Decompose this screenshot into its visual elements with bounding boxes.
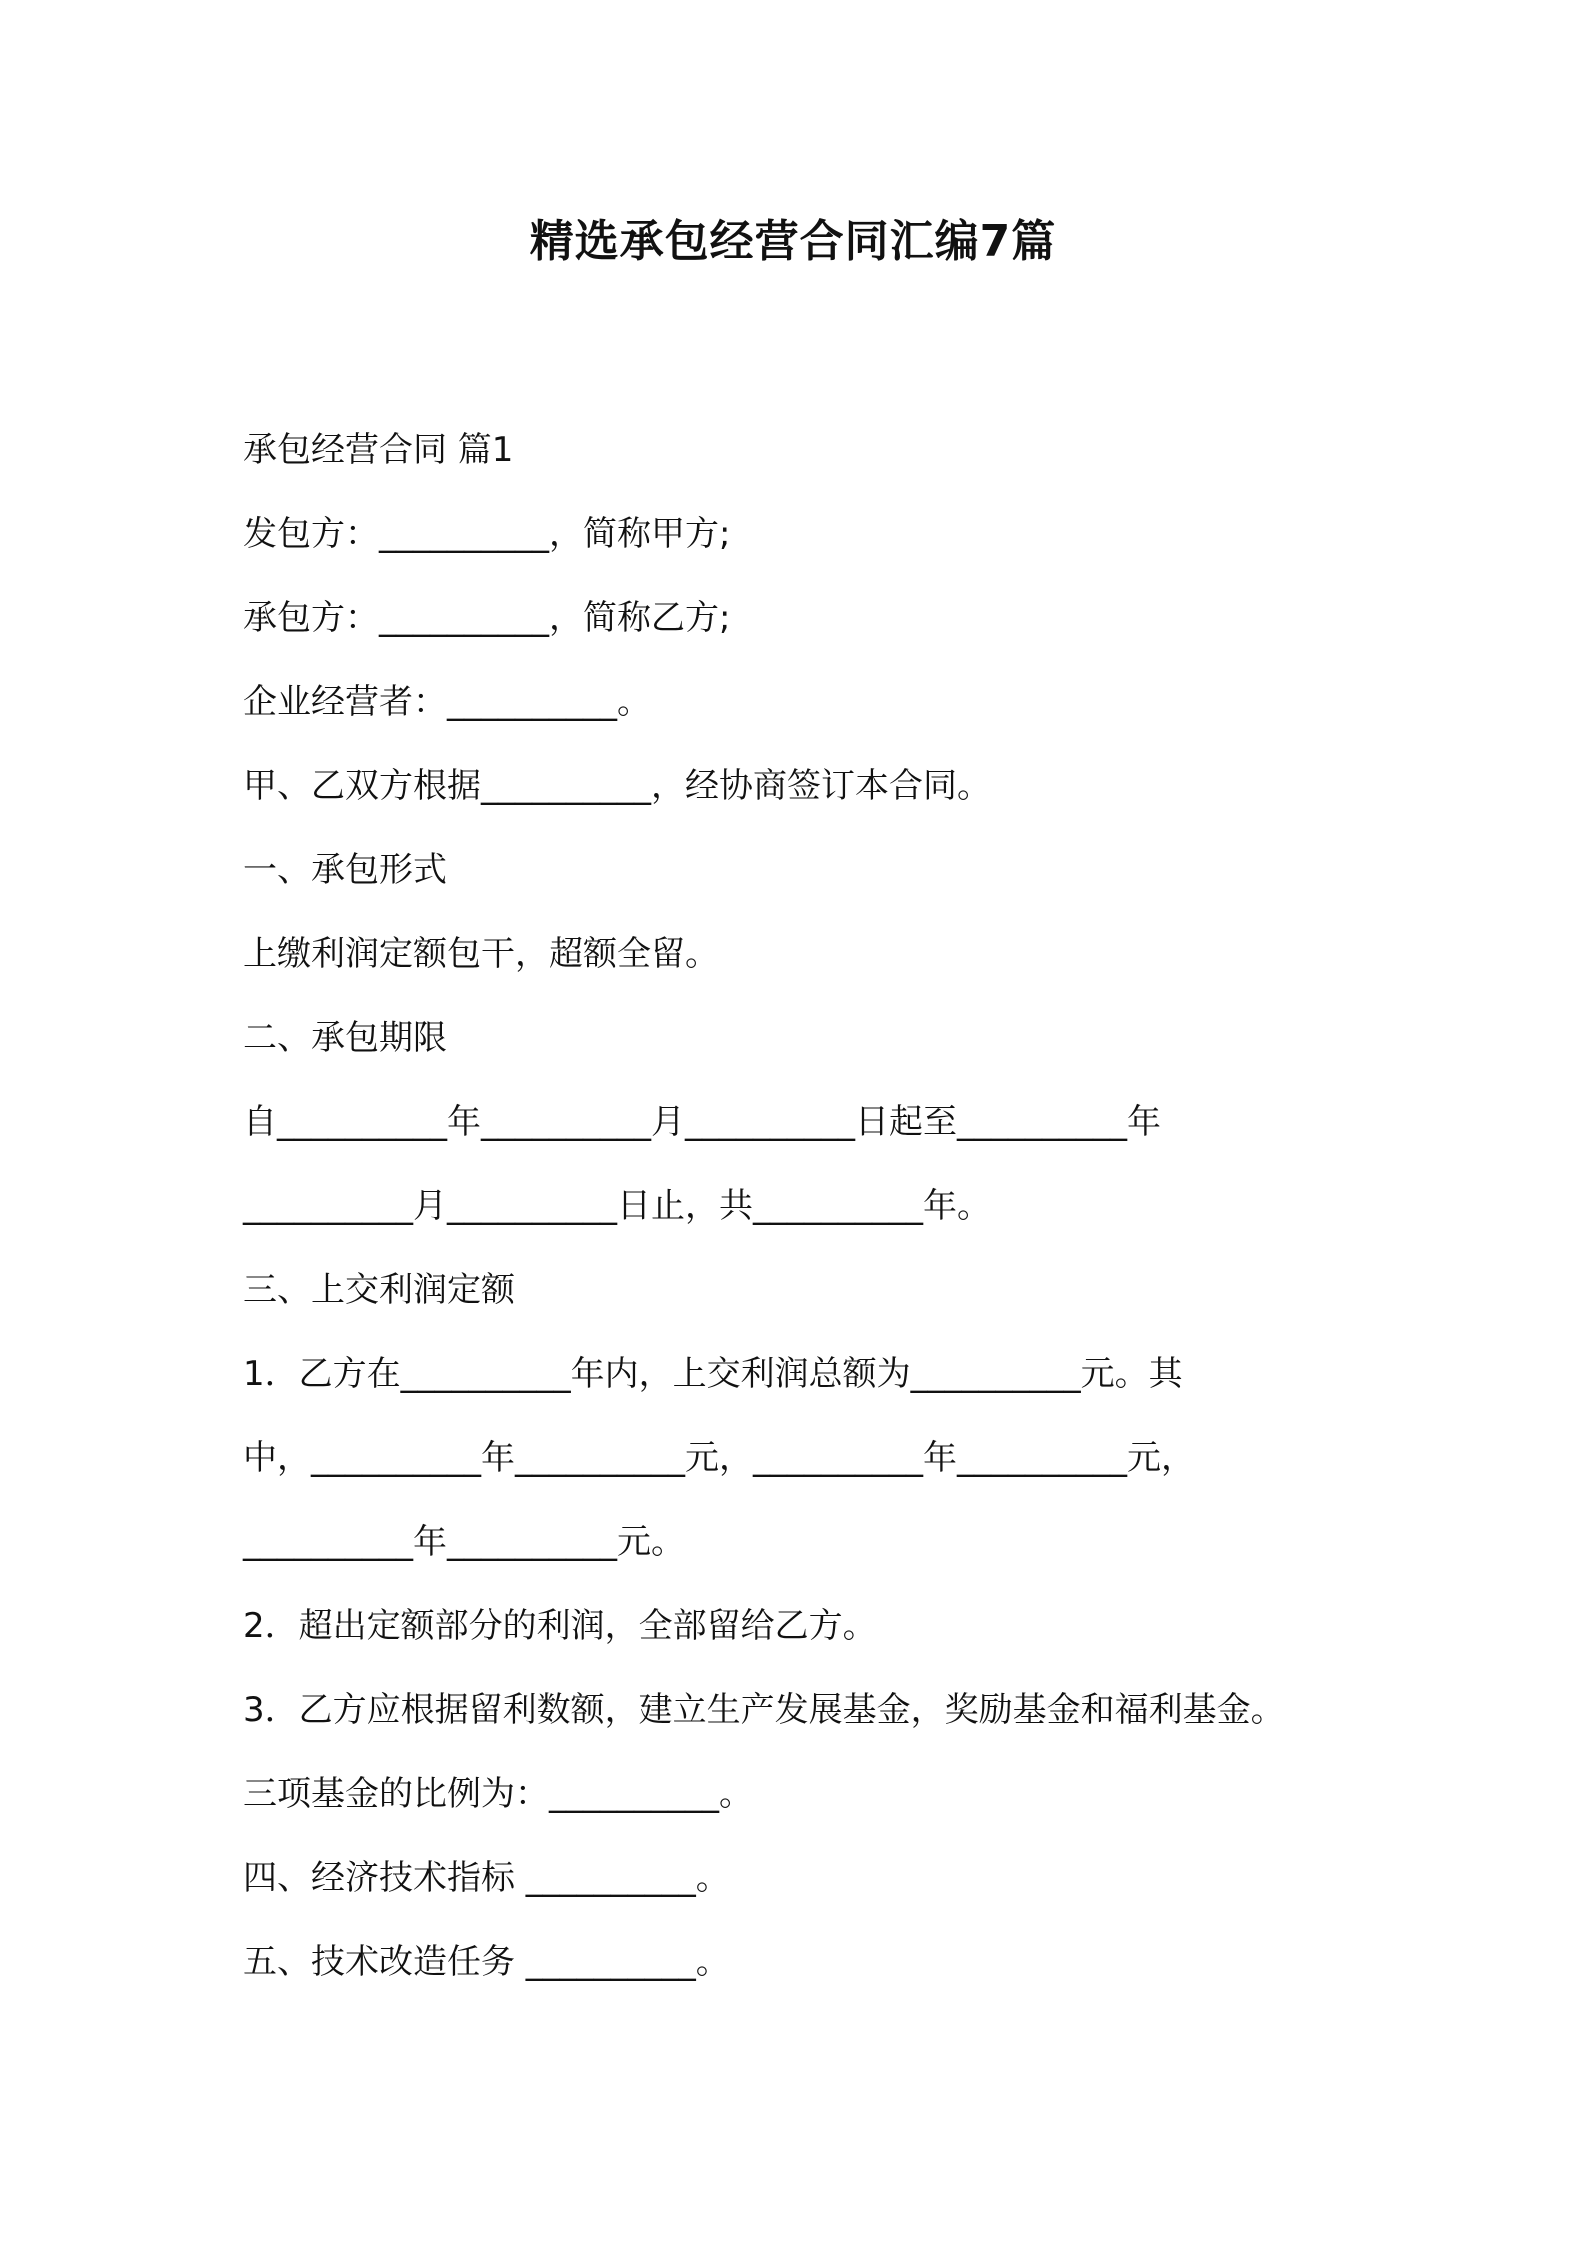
- document-title: 精选承包经营合同汇编7篇: [529, 216, 1057, 267]
- clause-heading-4: 四、经济技术指标 __________。: [243, 1858, 730, 1898]
- preamble-line: 甲、乙双方根据__________，经协商签订本合同。: [243, 766, 991, 806]
- term-line-2: __________月__________日止，共__________年。: [243, 1186, 991, 1226]
- document-body: [243, 408, 1403, 2004]
- clause-heading-1: 一、承包形式: [243, 850, 447, 890]
- profit-item-2: 2．超出定额部分的利润，全部留给乙方。: [243, 1606, 877, 1646]
- clause-heading-2: 二、承包期限: [243, 1018, 447, 1058]
- party-a-line: 发包方：__________，简称甲方;: [243, 514, 731, 554]
- profit-line-3: __________年__________元。: [243, 1522, 685, 1562]
- fund-ratio-line: 三项基金的比例为：__________。: [243, 1774, 753, 1814]
- clause-heading-5: 五、技术改造任务 __________。: [243, 1942, 730, 1982]
- profit-line-1: 1．乙方在__________年内，上交利润总额为__________元。其: [243, 1354, 1183, 1394]
- operator-line: 企业经营者：__________。: [243, 682, 651, 722]
- clause-heading-3: 三、上交利润定额: [243, 1270, 515, 1310]
- clause-text-1: 上缴利润定额包干，超额全留。: [243, 934, 719, 974]
- profit-item-3: 3．乙方应根据留利数额，建立生产发展基金，奖励基金和福利基金。: [243, 1690, 1285, 1730]
- section-heading-contract-1: 承包经营合同 篇1: [243, 430, 514, 470]
- profit-line-2: 中，__________年__________元，__________年__________元，: [243, 1438, 1195, 1478]
- party-b-line: 承包方：__________，简称乙方;: [243, 598, 731, 638]
- term-line-1: 自__________年__________月__________日起至__________年: [243, 1102, 1161, 1142]
